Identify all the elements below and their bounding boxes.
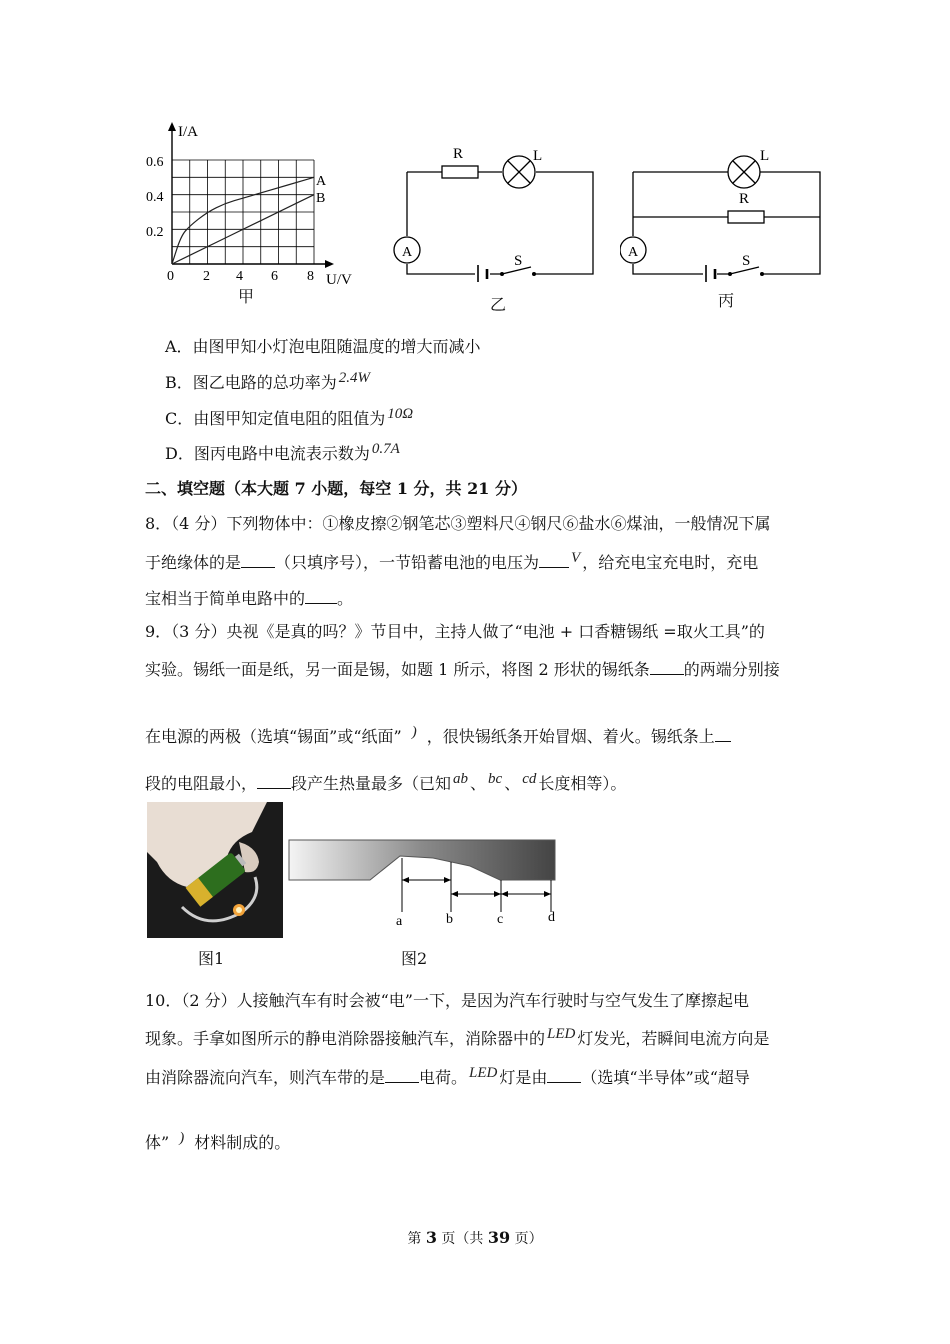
- label-l: L: [760, 148, 770, 164]
- q9-line1: 9．（3 分）央视《是真的吗？》节目中，主持人做了“电池 + 口香糖锡纸 =取火工具”的: [145, 622, 765, 641]
- resistor-r: [442, 166, 478, 178]
- x-axis-label: U/V: [326, 272, 352, 288]
- label-a: A: [402, 245, 413, 260]
- circuit-bing: [620, 142, 830, 282]
- answer-blank[interactable]: [257, 774, 291, 789]
- x-tick-label: 6: [271, 269, 278, 284]
- answer-blank[interactable]: [547, 1068, 581, 1083]
- x-tick-label: 2: [203, 269, 210, 284]
- battery-foil-photo: [147, 802, 283, 938]
- fig2-caption: 图2: [401, 949, 428, 968]
- answer-blank[interactable]: [539, 553, 569, 568]
- x-tick-label: 0: [167, 269, 174, 284]
- q8-line2: 于绝缘体的是 （只填序号），一节铅蓄电池的电压为 V ，给充电宝充电时，充电: [145, 550, 759, 572]
- graph-grid: [172, 160, 314, 264]
- q10-line2: 现象。手拿如图所示的静电消除器接触汽车，消除器中的 LED 灯发光，若瞬间电流方向是: [145, 1026, 770, 1048]
- y-tick-label: 0.6: [146, 155, 164, 170]
- answer-blank[interactable]: [241, 553, 275, 568]
- q10-line4: 体” ) 材料制成的。: [145, 1130, 291, 1152]
- q9-line4: 段的电阻最小， 段产生热量最多（已知 ab 、 bc 、 cd 长度相等）。: [145, 771, 627, 793]
- y-axis-label: I/A: [178, 124, 198, 140]
- circuit-wire: [407, 172, 593, 274]
- answer-blank[interactable]: [650, 660, 684, 675]
- iu-graph: [140, 118, 380, 308]
- y-axis-arrow: [168, 122, 176, 131]
- curve-label-b: B: [316, 191, 326, 206]
- label-a: A: [628, 245, 639, 260]
- option-a: A．由图甲知小灯泡电阻随温度的增大而减小: [165, 337, 481, 356]
- answer-blank[interactable]: [385, 1068, 419, 1083]
- answer-blank[interactable]: [715, 727, 731, 742]
- foil-strip-diagram: [285, 832, 560, 937]
- circuit-wire: [633, 172, 820, 274]
- circuit-bing-caption: 丙: [718, 291, 735, 310]
- answer-blank[interactable]: [305, 589, 337, 604]
- circuit-yi: [390, 142, 600, 282]
- q9-line2: 实验。锡纸一面是纸，另一面是锡，如题 1 所示，将图 2 形状的锡纸条 的两端分别接: [145, 660, 780, 679]
- page-number: 3: [425, 1228, 437, 1247]
- label-s: S: [514, 253, 523, 269]
- option-d: D．图丙电路中电流表示数为 0.7A: [165, 441, 400, 463]
- resistor-r: [728, 211, 764, 223]
- q8-line3: 宝相当于简单电路中的 。: [145, 589, 354, 608]
- x-tick-label: 8: [307, 269, 314, 284]
- circuit-yi-caption: 乙: [490, 295, 507, 314]
- label-s: S: [742, 253, 751, 269]
- q9-line3: 在电源的两极（选填“锡面”或“纸面” ) ，很快锡纸条开始冒烟、着火。锡纸条上: [145, 724, 731, 747]
- fig1-caption: 图1: [198, 949, 225, 968]
- x-tick-label: 4: [236, 269, 243, 284]
- q10-line3: 由消除器流向汽车，则汽车带的是 电荷。 LED 灯是由 （选填“半导体”或“超导: [145, 1065, 750, 1087]
- foil-shape: [289, 840, 555, 880]
- graph-caption: 甲: [238, 287, 255, 306]
- label-r: R: [453, 146, 464, 162]
- x-axis-arrow: [325, 260, 334, 268]
- page-footer: 第 3 页（共 39 页）: [407, 1228, 543, 1247]
- y-tick-label: 0.2: [146, 225, 164, 240]
- section-title: 二、填空题（本大题 7 小题，每空 1 分，共 21 分）: [145, 479, 527, 498]
- option-b: B．图乙电路的总功率为 2.4W: [165, 370, 371, 392]
- point-d: d: [548, 910, 555, 925]
- y-tick-label: 0.4: [146, 190, 164, 205]
- point-c: c: [497, 912, 504, 927]
- point-a: a: [396, 914, 403, 929]
- q8-line1: 8．（4 分）下列物体中：①橡皮擦②钢笔芯③塑料尺④钢尺⑥盐水⑥煤油，一般情况下属: [145, 514, 771, 533]
- page-total: 39: [487, 1228, 511, 1247]
- label-l: L: [533, 148, 543, 164]
- option-c: C．由图甲知定值电阻的阻值为 10Ω: [165, 406, 414, 428]
- point-b: b: [446, 912, 453, 927]
- label-r: R: [739, 191, 750, 207]
- q10-line1: 10．（2 分）人接触汽车有时会被“电”一下，是因为汽车行驶时与空气发生了摩擦起电: [145, 991, 749, 1010]
- curve-label-a: A: [316, 174, 327, 189]
